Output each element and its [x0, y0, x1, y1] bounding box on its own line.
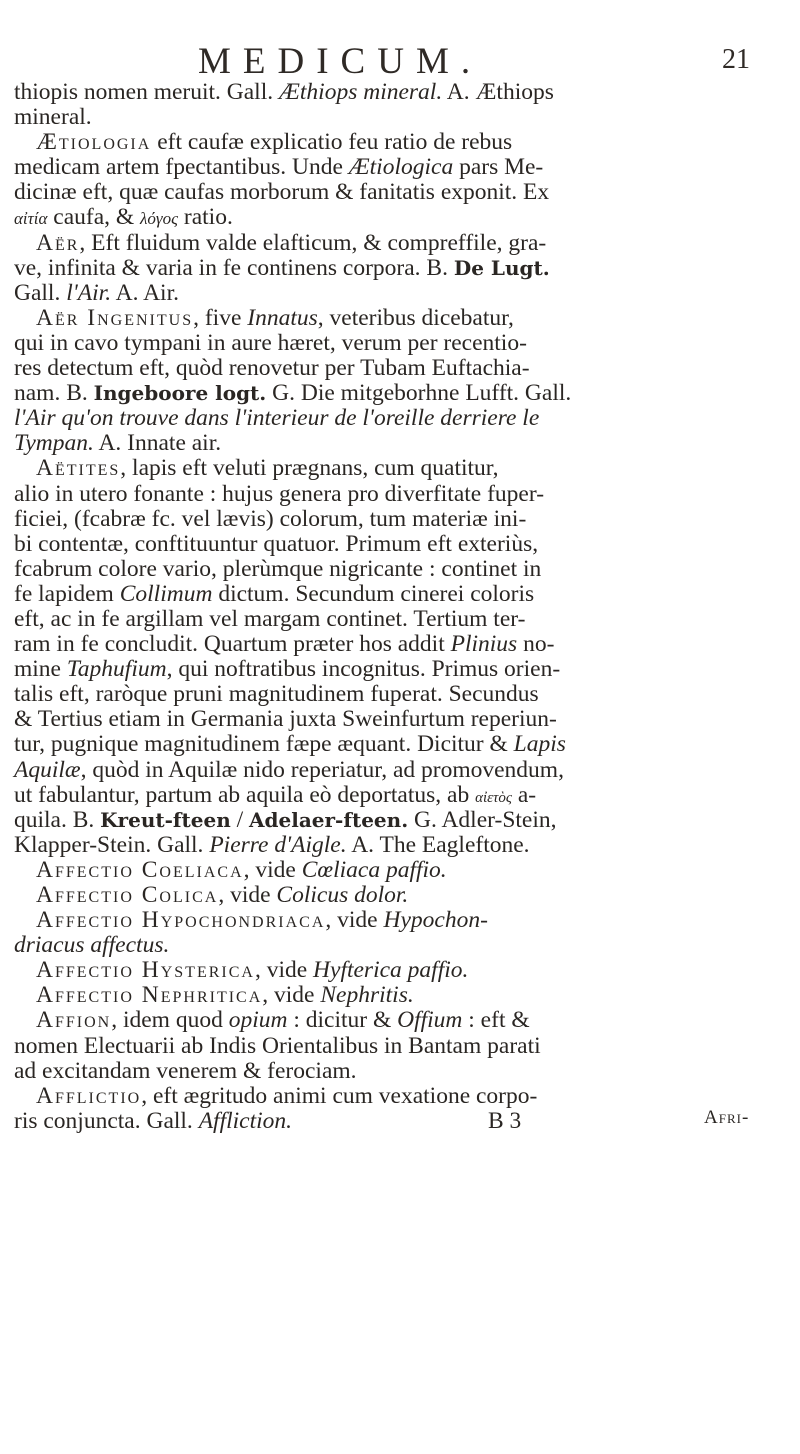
text-run: , Eft fluidum valde elafticum, & compreffile, gra-	[79, 229, 547, 256]
text-line	[14, 758, 790, 783]
entry-headword: Aëtites	[36, 455, 121, 482]
text-run: qui in cavo tympani in aure hæret, verum per recentio-	[14, 329, 527, 356]
text-run: a-	[512, 781, 537, 808]
text-run: A. Air.	[111, 279, 179, 306]
text-run: Collimum	[119, 580, 213, 607]
text-line	[14, 607, 790, 632]
entry-headword: Aër	[36, 229, 80, 256]
text-run: fe lapidem	[14, 580, 120, 607]
text-run: , five	[193, 304, 248, 331]
text-run: Taphufium	[66, 656, 167, 683]
text-run: Colicus dolor.	[276, 882, 409, 908]
signature-mark: B 3	[488, 1107, 522, 1134]
text-run: talis eft, raròque pruni magnitudinem fuperat. Secundus	[14, 681, 539, 708]
text-run: αἰετὸς	[475, 789, 512, 806]
text-line	[14, 808, 790, 833]
text-run: ficiei, (fcabræ fc. vel lævis) colorum, tum materiæ ini-	[14, 505, 527, 532]
entry-headword: Affectio Nephritica	[36, 982, 263, 1009]
catchword: Afri-	[704, 1106, 750, 1128]
text-run: Tympan.	[14, 430, 94, 457]
text-line	[14, 1034, 790, 1059]
text-run: , vide	[243, 856, 302, 883]
entry-headword: Afflictio	[36, 1082, 142, 1109]
text-run: dicinæ eft, quæ caufas morborum & fanitatis exponit. Ex	[14, 179, 550, 206]
text-run: res detectum eft, quòd renovetur per Tubam Euftachia-	[14, 355, 530, 382]
text-run: caufa, &	[47, 204, 141, 231]
text-run: Innatus	[247, 304, 318, 331]
text-run: quila. B.	[14, 806, 101, 833]
running-head-title: MEDICUM.	[198, 41, 483, 82]
text-line	[14, 582, 790, 607]
text-run: Klapper-Stein. Gall.	[14, 831, 210, 858]
entry-headword: Affectio Hypochondriaca	[36, 907, 326, 934]
text-run: Ingeboore logt.	[93, 381, 267, 406]
text-run: ad excitandam venerem & ferociam.	[14, 1057, 357, 1084]
text-line	[14, 532, 790, 557]
text-run: mine	[14, 656, 67, 683]
text-line	[14, 983, 790, 1008]
text-run: G. Adler-Stein,	[408, 806, 557, 833]
text-run: mineral.	[14, 104, 92, 131]
text-run: nomen Electuarii ab Indis Orientalibus in Bantam parati	[14, 1032, 541, 1059]
entry-headword: Ætiologia	[36, 129, 152, 156]
text-run: nam. B.	[14, 380, 94, 407]
text-run: A. Innate air.	[93, 430, 222, 457]
text-run: opium	[228, 1007, 288, 1034]
text-run: , veteribus dicebatur,	[317, 304, 514, 331]
text-line	[14, 306, 790, 331]
entry-headword: Affectio Coeliaca	[36, 856, 244, 883]
text-line	[14, 281, 790, 306]
text-run: Pierre d'Aigle.	[209, 831, 347, 858]
text-line	[14, 783, 790, 808]
text-run: /	[230, 806, 250, 833]
text-line	[14, 958, 790, 983]
text-run: Aquilæ	[14, 756, 81, 783]
text-line	[14, 80, 790, 105]
text-run: fcabrum colore vario, plerùmque nigricante : continet in	[14, 555, 542, 582]
text-run: ut fabulantur, partum ab aquila eò deportatus, ab	[14, 781, 476, 808]
text-line	[14, 180, 790, 205]
text-line	[14, 1106, 790, 1134]
text-line	[14, 507, 790, 532]
text-run: bi contentæ, conftituuntur quatuor. Primum eft exteriùs,	[14, 530, 539, 557]
text-run: A. Æthiops	[442, 79, 554, 105]
text-run: l'Air qu'on trouve dans l'interieur de l'oreille derriere le	[14, 405, 540, 432]
text-line	[14, 105, 790, 130]
text-run: Gall.	[14, 279, 67, 306]
text-run: pars Me-	[453, 154, 544, 181]
text-run: : dicitur &	[287, 1007, 398, 1034]
text-line	[14, 732, 790, 757]
text-run: no-	[517, 631, 555, 658]
text-run: Affliction.	[198, 1107, 293, 1134]
text-run: , qui noftratibus incognitus. Primus orien-	[166, 656, 561, 683]
text-run: Lapis	[513, 731, 566, 758]
text-run: medicam artem fpectantibus. Unde	[14, 154, 349, 181]
text-run: alio in utero fonante : hujus genera pro diverfitate fuper-	[14, 480, 545, 507]
text-line	[14, 456, 790, 481]
text-line	[14, 933, 790, 958]
text-run: , lapis eft veluti prægnans, cum quatitur,	[120, 455, 499, 482]
text-run: eft caufæ explicatio feu ratio de rebus	[151, 129, 513, 156]
text-line	[14, 331, 790, 356]
text-line	[14, 883, 790, 908]
text-line	[14, 908, 790, 933]
entry-headword: Aër Ingenitus	[36, 304, 194, 331]
text-line	[14, 130, 790, 155]
text-run: , eft ægritudo animi cum vexatione corpo-	[141, 1082, 538, 1109]
body-text	[14, 80, 790, 1134]
text-line	[14, 155, 790, 180]
text-line	[14, 833, 790, 858]
text-run: ris conjuncta. Gall.	[14, 1107, 199, 1134]
text-run: thiopis nomen meruit. Gall.	[14, 79, 279, 105]
text-run: Cœliaca paffio.	[301, 856, 447, 883]
text-run: , quòd in Aquilæ nido reperiatur, ad promovendum,	[80, 756, 564, 783]
entry-headword: Affectio Hysterica	[36, 957, 255, 984]
text-line	[14, 1008, 790, 1033]
text-line	[14, 231, 790, 256]
text-run: tur, pugnique magnitudinem fæpe æquant. Dicitur &	[14, 731, 514, 758]
text-run: , vide	[218, 882, 277, 908]
text-line	[14, 256, 790, 281]
text-line	[14, 858, 790, 883]
text-run: Æthiops mineral.	[279, 79, 443, 105]
text-line	[14, 557, 790, 582]
text-run: ram in fe concludit. Quartum præter hos addit	[14, 631, 451, 658]
text-run: & Tertius etiam in Germania juxta Sweinfurtum reperiun-	[14, 706, 557, 733]
text-run: Hypochon-	[383, 907, 488, 934]
text-run: ve, infinita & varia in fe continens corpora. B.	[14, 254, 454, 281]
text-run: Ætiologica	[348, 154, 454, 181]
text-run: l'Air.	[66, 279, 112, 306]
text-line	[14, 482, 790, 507]
text-run: , vide	[262, 982, 321, 1009]
text-line	[14, 205, 790, 230]
entry-headword: Affectio Colica	[36, 882, 219, 908]
text-run: Kreut-fteen	[100, 807, 231, 832]
text-run: Plinius	[450, 631, 518, 658]
text-line	[14, 707, 790, 732]
text-run: , vide	[254, 957, 314, 984]
text-run: , idem quod	[111, 1007, 229, 1034]
entry-headword: Affion	[36, 1007, 112, 1034]
text-run: Offium	[397, 1007, 463, 1034]
page-number: 21	[722, 44, 750, 75]
text-run: ratio.	[178, 204, 233, 231]
running-head	[0, 40, 800, 84]
text-run: Nephritis.	[320, 982, 414, 1009]
text-run: eft, ac in fe argillam vel margam continet. Tertium ter-	[14, 605, 526, 632]
text-run: A. The Eagleftone.	[346, 831, 530, 858]
text-line	[14, 381, 790, 406]
text-run: , vide	[325, 907, 384, 934]
text-run: driacus affectus.	[14, 932, 170, 959]
text-line	[14, 1059, 790, 1084]
text-run: : eft &	[462, 1007, 530, 1034]
text-line	[14, 356, 790, 381]
text-line	[14, 632, 790, 657]
text-run: De Lugt.	[453, 255, 550, 280]
text-run: αἰτία	[14, 209, 48, 229]
text-run: dictum. Secundum cinerei coloris	[212, 580, 535, 607]
text-line	[14, 1084, 790, 1109]
text-line	[14, 406, 790, 431]
text-run: G. Die mitgeborhne Lufft. Gall.	[266, 380, 572, 407]
text-run: Hyfterica paffio.	[313, 957, 469, 984]
text-run: Adelaer-fteen.	[249, 807, 409, 832]
text-line	[14, 431, 790, 456]
text-line	[14, 682, 790, 707]
text-run: λόγος	[140, 209, 179, 229]
text-line	[14, 657, 790, 682]
